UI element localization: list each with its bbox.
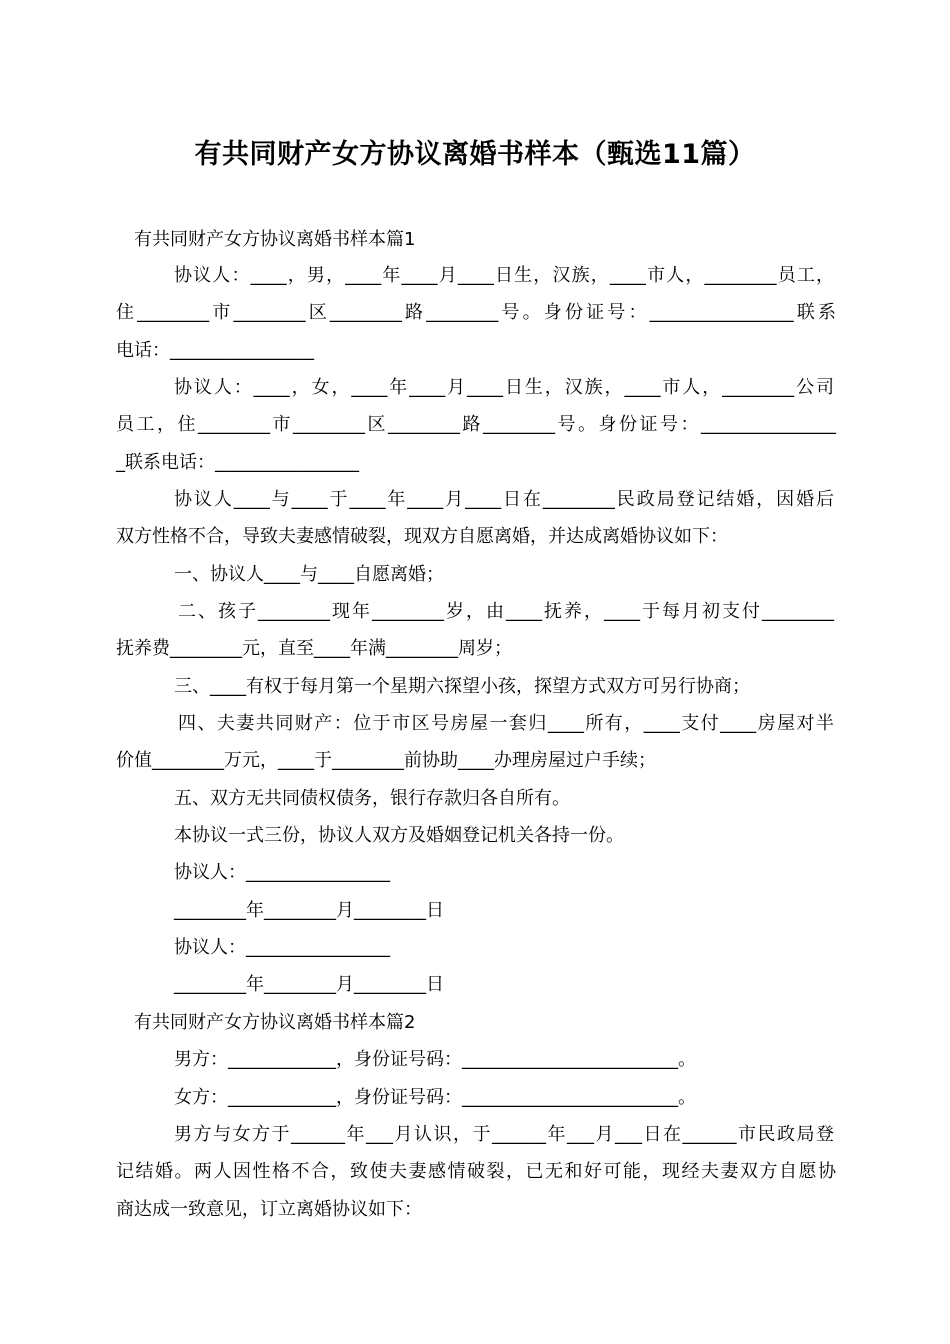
clause-5: 五、双方无共同债权债务，银行存款归各自所有。 [174,788,570,809]
paragraph-line: 电话：________________ [116,340,314,361]
clause-4: 四、夫妻共同财产：位于市区号房屋一套归____所有，____支付____房屋对半 [178,713,834,734]
paragraph-line: 抚养费________元，直至____年满________周岁； [116,638,512,659]
paragraph-line: 女方：____________，身份证号码：________________________。 [174,1087,696,1108]
paragraph-line: 男方与女方于______年___月认识，于______年___月___日在______市民政局登 [174,1124,834,1145]
clause-3: 三、____有权于每月第一个星期六探望小孩，探望方式双方可另行协商； [174,676,750,697]
section-heading-2: 有共同财产女方协议离婚书样本篇2 [134,1012,416,1033]
paragraph-line: 本协议一式三份，协议人双方及婚姻登记机关各持一份。 [174,825,624,846]
clause-1: 一、协议人____与____自愿离婚； [174,564,444,585]
paragraph-line: 员工，住________市________区________路________号。身份证号：_______________ [116,414,836,435]
paragraph-line: 价值________万元，____于________前协助____办理房屋过户手续； [116,750,656,771]
paragraph-line: 协议人____与____于____年____月____日在________民政局登记结婚，因婚后 [174,489,834,510]
signature-line: 协议人：________________ [174,862,390,883]
paragraph-line: _联系电话：________________ [116,452,359,473]
section-heading-1: 有共同财产女方协议离婚书样本篇1 [134,229,416,250]
paragraph-line: 商达成一致意见，订立离婚协议如下： [116,1199,422,1220]
date-line: ________年________月________日 [174,974,444,995]
paragraph-line: 记结婚。两人因性格不合，致使夫妻感情破裂，已无和好可能，现经夫妻双方自愿协 [116,1161,836,1182]
paragraph-line: 协议人：____，男，____年____月____日生，汉族，____市人，________员工， [174,265,834,286]
signature-line: 协议人：________________ [174,937,390,958]
date-line: ________年________月________日 [174,900,444,921]
paragraph-line: 双方性格不合，导致夫妻感情破裂，现双方自愿离婚，并达成离婚协议如下： [116,526,728,547]
paragraph-line: 住________市________区________路________号。身份证号：________________联系 [116,302,836,323]
paragraph-line: 男方：____________，身份证号码：________________________。 [174,1049,696,1070]
paragraph-line: 协议人：____，女，____年____月____日生，汉族，____市人，________公司 [174,377,834,398]
clause-2: 二、孩子________现年________岁，由____抚养，____于每月初支付________ [178,601,834,622]
document-title: 有共同财产女方协议离婚书样本（甄选11篇） [194,139,756,170]
